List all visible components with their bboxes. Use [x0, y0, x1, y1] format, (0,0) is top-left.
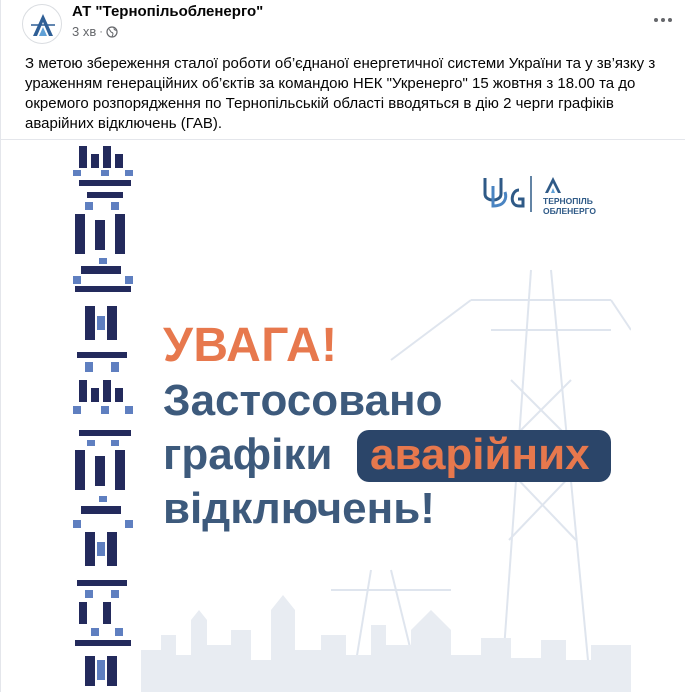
headline-line-3: графіки — [163, 430, 333, 479]
oblenergo-logo-icon — [543, 176, 563, 194]
post-image[interactable] — [71, 140, 631, 692]
more-horizontal-icon — [653, 17, 673, 23]
headline-line-4: відключень! — [163, 484, 435, 533]
globe-icon[interactable] — [106, 26, 118, 38]
headline-line-2: Застосовано — [163, 376, 443, 425]
post-meta — [72, 24, 118, 39]
post-header — [1, 0, 685, 46]
meta-separator: · — [99, 25, 103, 38]
headline-highlight: аварійних — [370, 430, 590, 479]
udg-logo — [481, 172, 541, 219]
page-avatar[interactable] — [22, 4, 62, 44]
company-logo-icon — [23, 5, 62, 44]
post-message: З метою збереження сталої роботи об’єднаної енергетичної системи України та у зв’язку з ураженням генераційних об’єктів за командою НЕК "Укренерго" 15 жовтня з 18.00 та до окремого розпорядження по Тернопільській області вводяться в дію 2 черги графіків аварійних відключень (ГАВ). — [25, 55, 656, 132]
more-options-button[interactable] — [647, 6, 679, 34]
page-name-link[interactable]: АТ "Тернопільобленерго" — [72, 3, 264, 20]
headline-warning: УВАГА! — [163, 319, 338, 372]
udg-logo-icon — [481, 172, 541, 214]
post-timestamp[interactable]: 3 хв — [72, 24, 97, 39]
oblenergo-brand-text: ТЕРНОПІЛЬ ОБЛЕНЕРГО — [543, 196, 596, 216]
embroidery-ornament — [71, 140, 141, 692]
